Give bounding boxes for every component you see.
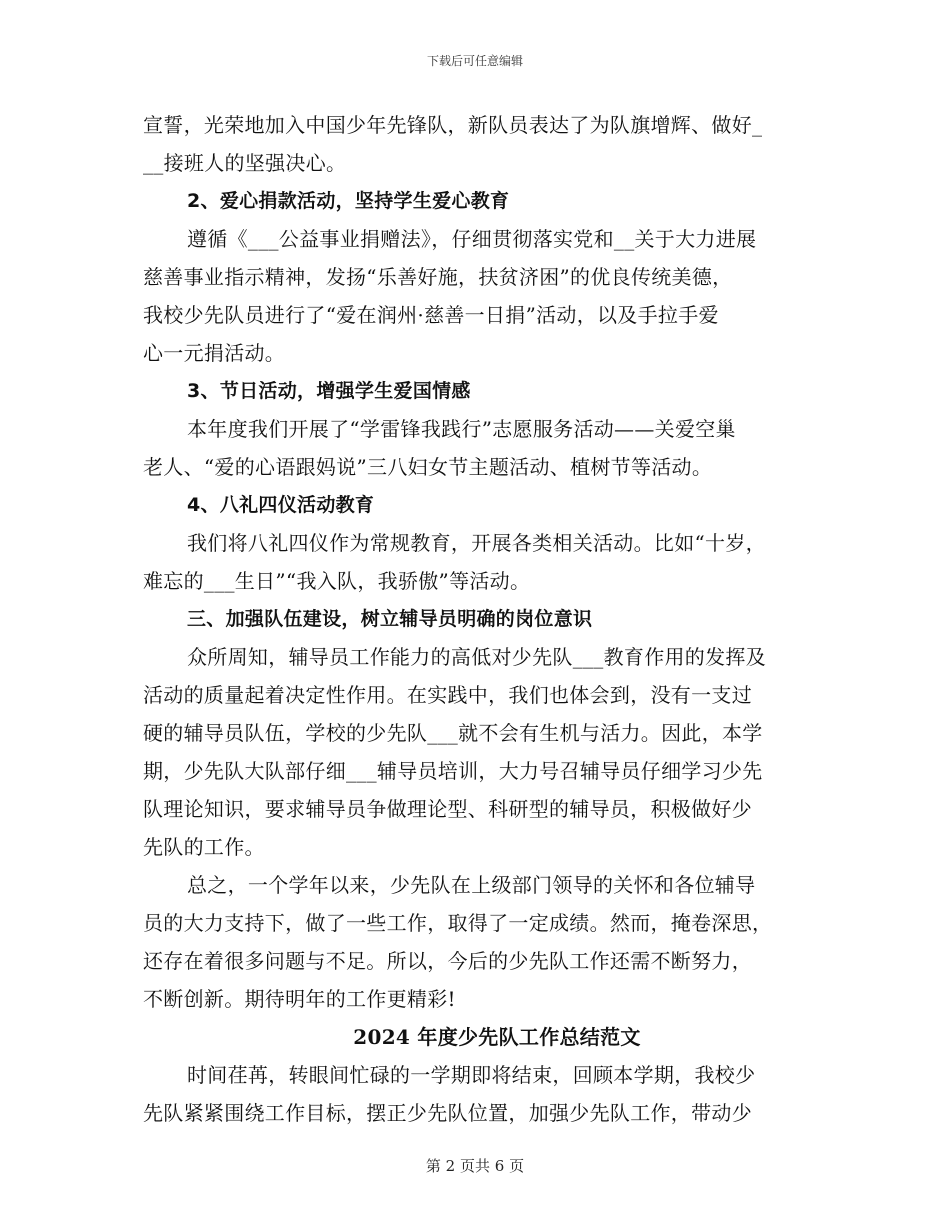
paragraph-first-line: 总之，一个学年以来，少先队在上级部门领导的关怀和各位辅导 — [187, 873, 756, 897]
body-line: 活动的质量起着决定性作用。在实践中，我们也体会到，没有一支过 — [143, 683, 752, 707]
body-line: 员的大力支持下，做了一些工作，取得了一定成绩。然而，掩卷深思， — [143, 911, 773, 935]
paragraph-first-line: 本年度我们开展了“学雷锋我践行”志愿服务活动——关爱空巢 — [187, 417, 736, 441]
body-line: 心一元捐活动。 — [143, 341, 286, 365]
section-heading: 2、爱心捐款活动，坚持学生爱心教育 — [187, 190, 510, 212]
page-header: 下载后可任意编辑 — [426, 54, 523, 68]
section-heading: 3、节日活动，增强学生爱国情感 — [187, 380, 471, 402]
chapter-heading: 三、加强队伍建设，树立辅导员明确的岗位意识 — [187, 608, 593, 630]
page-number: 第 2 页共 6 页 — [425, 1157, 525, 1175]
body-line: 先队紧紧围绕工作目标，摆正少先队位置，加强少先队工作，带动少 — [143, 1101, 752, 1125]
document-title: 2024 年度少先队工作总结范文 — [353, 1025, 641, 1049]
body-line: 慈善事业指示精神，发扬“乐善好施，扶贫济困”的优良传统美德， — [143, 265, 733, 289]
body-line: 硬的辅导员队伍，学校的少先队___就不会有生机与活力。因此，本学 — [143, 721, 763, 745]
body-line: 老人、“爱的心语跟妈说”三八妇女节主题活动、植树节等活动。 — [143, 455, 713, 479]
document-body — [143, 106, 811, 1132]
body-line: 先队的工作。 — [143, 835, 265, 859]
section-heading: 4、八礼四仪活动教育 — [187, 494, 375, 516]
body-line: 不断创新。期待明年的工作更精彩! — [143, 987, 456, 1011]
body-line: 期，少先队大队部仔细___辅导员培训，大力号召辅导员仔细学习少先 — [143, 759, 763, 783]
body-line: 队理论知识，要求辅导员争做理论型、科研型的辅导员，积极做好少 — [143, 797, 752, 821]
paragraph-first-line: 遵循《___公益事业捐赠法》，仔细贯彻落实党和__关于大力进展 — [187, 227, 757, 251]
paragraph-first-line: 众所周知，辅导员工作能力的高低对少先队___教育作用的发挥及 — [187, 645, 766, 669]
body-line: 我校少先队员进行了“爱在润州·慈善一日捐”活动，以及手拉手爱 — [143, 303, 719, 327]
body-line: __接班人的坚强决心。 — [143, 151, 347, 175]
paragraph-first-line: 我们将八礼四仪作为常规教育，开展各类相关活动。比如“十岁， — [187, 531, 766, 555]
body-line: 难忘的___生日”“我入队，我骄傲”等活动。 — [143, 569, 531, 593]
paragraph-first-line: 时间荏苒，转眼间忙碌的一学期即将结束，回顾本学期，我校少 — [187, 1063, 756, 1087]
body-line: 宣誓，光荣地加入中国少年先锋队，新队员表达了为队旗增辉、做好_ — [143, 113, 763, 137]
body-line: 还存在着很多问题与不足。所以，今后的少先队工作还需不断努力， — [143, 949, 752, 973]
